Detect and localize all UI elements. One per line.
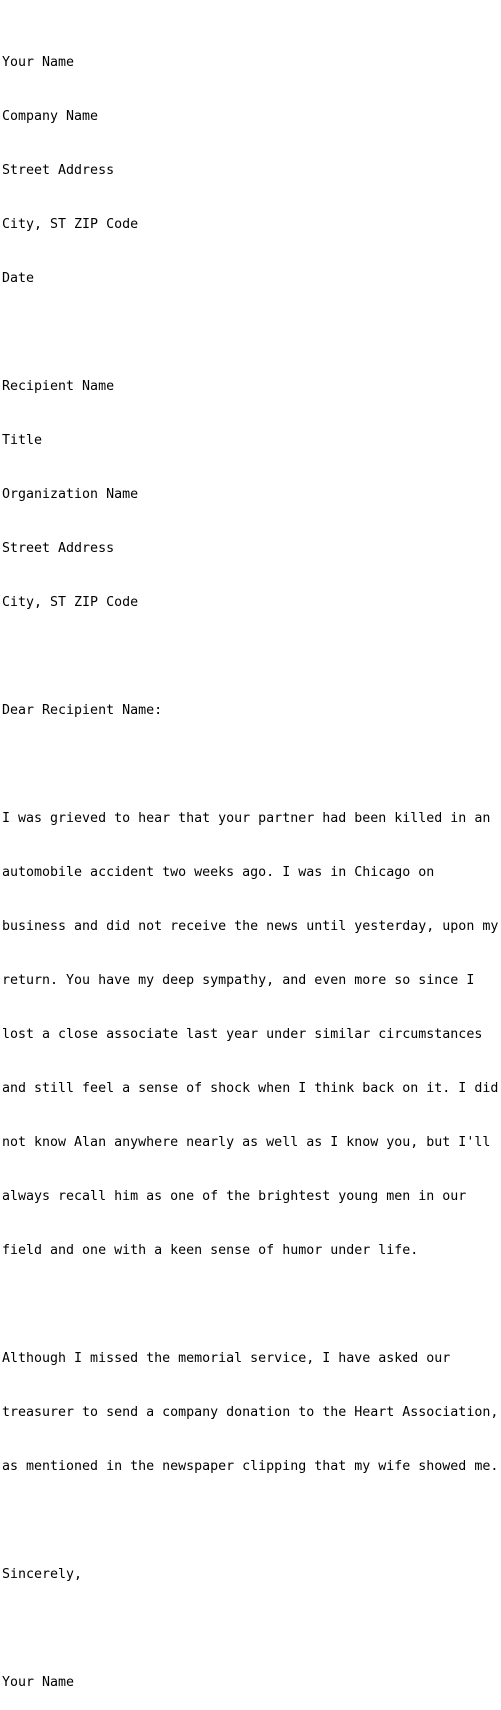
sender-city: City, ST ZIP Code xyxy=(2,217,139,232)
spacer xyxy=(2,1296,499,1314)
recipient-organization: Organization Name xyxy=(2,487,139,502)
paragraph-1-line: field and one with a keen sense of humor under life. xyxy=(2,1243,419,1258)
paragraph-2-line: Although I missed the memorial service, I have asked our xyxy=(2,1351,451,1366)
spacer xyxy=(2,1620,499,1638)
signature: Your Name xyxy=(2,1675,75,1690)
recipient-title: Title xyxy=(2,433,43,448)
paragraph-1-line: I was grieved to hear that your partner had been killed in an xyxy=(2,811,491,826)
spacer xyxy=(2,1512,499,1530)
paragraph-2-line: as mentioned in the newspaper clipping that my wife showed me. xyxy=(2,1459,499,1474)
paragraph-1-line: return. You have my deep sympathy, and even more so since I xyxy=(2,973,475,988)
salutation: Dear Recipient Name: xyxy=(2,703,163,718)
sender-name: Your Name xyxy=(2,55,75,70)
paragraph-2-line: treasurer to send a company donation to the Heart Association, xyxy=(2,1405,499,1420)
paragraph-1-line: business and did not receive the news until yesterday, upon my xyxy=(2,919,499,934)
closing: Sincerely, xyxy=(2,1567,83,1582)
letter-date: Date xyxy=(2,271,35,286)
spacer xyxy=(2,324,499,342)
spacer xyxy=(2,648,499,666)
recipient-street: Street Address xyxy=(2,541,115,556)
recipient-city: City, ST ZIP Code xyxy=(2,595,139,610)
spacer xyxy=(2,756,499,774)
sender-company: Company Name xyxy=(2,109,99,124)
letter-document xyxy=(2,18,499,1710)
paragraph-1-line: always recall him as one of the brightest young men in our xyxy=(2,1189,467,1204)
sender-street: Street Address xyxy=(2,163,115,178)
recipient-name: Recipient Name xyxy=(2,379,115,394)
paragraph-1-line: automobile accident two weeks ago. I was in Chicago on xyxy=(2,865,435,880)
paragraph-1-line: lost a close associate last year under similar circumstances xyxy=(2,1027,483,1042)
paragraph-1-line: and still feel a sense of shock when I think back on it. I did xyxy=(2,1081,499,1096)
paragraph-1-line: not know Alan anywhere nearly as well as I know you, but I'll xyxy=(2,1135,491,1150)
